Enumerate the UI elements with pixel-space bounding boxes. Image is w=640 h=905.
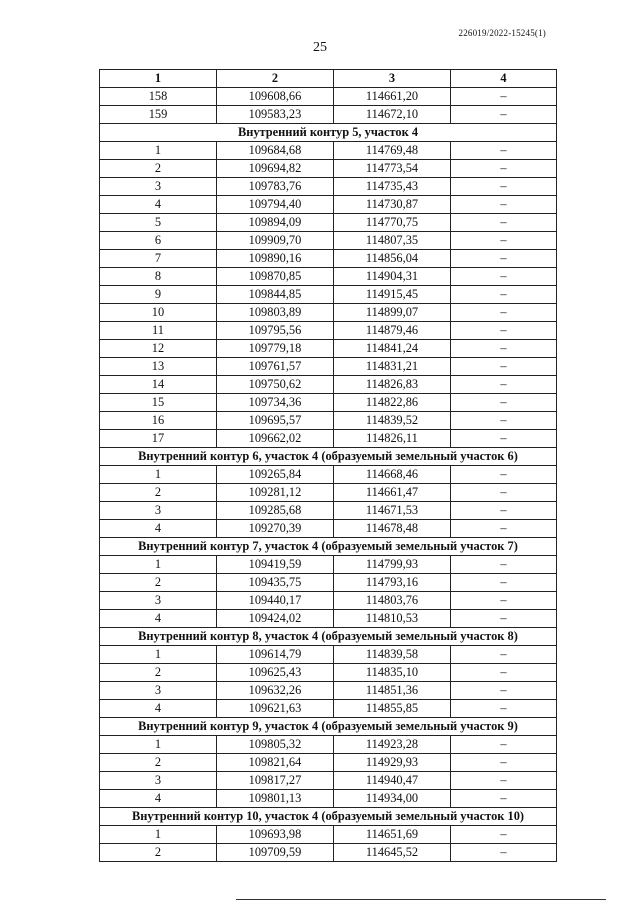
y-coordinate-cell: 114769,48 (334, 142, 451, 160)
point-number-cell: 9 (100, 286, 217, 304)
note-cell: – (451, 556, 557, 574)
note-cell: – (451, 610, 557, 628)
point-number-cell: 17 (100, 430, 217, 448)
point-number-cell: 1 (100, 646, 217, 664)
note-cell: – (451, 682, 557, 700)
point-number-cell: 2 (100, 664, 217, 682)
note-cell: – (451, 322, 557, 340)
y-coordinate-cell: 114841,24 (334, 340, 451, 358)
y-coordinate-cell: 114661,47 (334, 484, 451, 502)
y-coordinate-cell: 114803,76 (334, 592, 451, 610)
x-coordinate-cell: 109270,39 (217, 520, 334, 538)
table-row (100, 592, 557, 610)
table-row (100, 736, 557, 754)
y-coordinate-cell: 114934,00 (334, 790, 451, 808)
table-body (100, 88, 557, 862)
table-row (100, 790, 557, 808)
x-coordinate-cell: 109583,23 (217, 106, 334, 124)
column-header-4: 4 (451, 70, 557, 88)
y-coordinate-cell: 114879,46 (334, 322, 451, 340)
document-number: 226019/2022-15245(1) (458, 28, 546, 38)
point-number-cell: 159 (100, 106, 217, 124)
note-cell: – (451, 106, 557, 124)
point-number-cell: 7 (100, 250, 217, 268)
section-title: Внутренний контур 5, участок 4 (100, 124, 557, 142)
x-coordinate-cell: 109632,26 (217, 682, 334, 700)
note-cell: – (451, 196, 557, 214)
x-coordinate-cell: 109285,68 (217, 502, 334, 520)
note-cell: – (451, 664, 557, 682)
section-header-row (100, 124, 557, 142)
table-row (100, 160, 557, 178)
page-number: 25 (313, 40, 327, 55)
x-coordinate-cell: 109894,09 (217, 214, 334, 232)
table-row (100, 772, 557, 790)
table-row (100, 268, 557, 286)
table-row (100, 646, 557, 664)
x-coordinate-cell: 109281,12 (217, 484, 334, 502)
section-header-row (100, 538, 557, 556)
table-row (100, 106, 557, 124)
note-cell: – (451, 286, 557, 304)
y-coordinate-cell: 114810,53 (334, 610, 451, 628)
x-coordinate-cell: 109435,75 (217, 574, 334, 592)
x-coordinate-cell: 109870,85 (217, 268, 334, 286)
table-row (100, 574, 557, 592)
section-header-row (100, 628, 557, 646)
point-number-cell: 11 (100, 322, 217, 340)
note-cell: – (451, 574, 557, 592)
note-cell: – (451, 592, 557, 610)
table-row (100, 142, 557, 160)
table-row (100, 466, 557, 484)
y-coordinate-cell: 114735,43 (334, 178, 451, 196)
y-coordinate-cell: 114851,36 (334, 682, 451, 700)
y-coordinate-cell: 114904,31 (334, 268, 451, 286)
y-coordinate-cell: 114671,53 (334, 502, 451, 520)
note-cell: – (451, 88, 557, 106)
x-coordinate-cell: 109265,84 (217, 466, 334, 484)
table-row (100, 196, 557, 214)
x-coordinate-cell: 109621,63 (217, 700, 334, 718)
x-coordinate-cell: 109608,66 (217, 88, 334, 106)
table-row (100, 826, 557, 844)
point-number-cell: 4 (100, 610, 217, 628)
y-coordinate-cell: 114822,86 (334, 394, 451, 412)
y-coordinate-cell: 114826,11 (334, 430, 451, 448)
x-coordinate-cell: 109440,17 (217, 592, 334, 610)
x-coordinate-cell: 109693,98 (217, 826, 334, 844)
section-title: Внутренний контур 8, участок 4 (образуемый земельный участок 8) (100, 628, 557, 646)
column-header-3: 3 (334, 70, 451, 88)
note-cell: – (451, 826, 557, 844)
note-cell: – (451, 412, 557, 430)
section-title: Внутренний контур 7, участок 4 (образуемый земельный участок 7) (100, 538, 557, 556)
note-cell: – (451, 376, 557, 394)
x-coordinate-cell: 109709,59 (217, 844, 334, 862)
table-row (100, 682, 557, 700)
note-cell: – (451, 160, 557, 178)
table-row (100, 88, 557, 106)
note-cell: – (451, 844, 557, 862)
y-coordinate-cell: 114826,83 (334, 376, 451, 394)
point-number-cell: 1 (100, 142, 217, 160)
table-row (100, 664, 557, 682)
y-coordinate-cell: 114923,28 (334, 736, 451, 754)
note-cell: – (451, 394, 557, 412)
point-number-cell: 3 (100, 178, 217, 196)
x-coordinate-cell: 109890,16 (217, 250, 334, 268)
note-cell: – (451, 700, 557, 718)
note-cell: – (451, 178, 557, 196)
table-row (100, 430, 557, 448)
table-row (100, 412, 557, 430)
point-number-cell: 4 (100, 790, 217, 808)
y-coordinate-cell: 114730,87 (334, 196, 451, 214)
point-number-cell: 4 (100, 520, 217, 538)
table-row (100, 556, 557, 574)
x-coordinate-cell: 109805,32 (217, 736, 334, 754)
point-number-cell: 158 (100, 88, 217, 106)
x-coordinate-cell: 109803,89 (217, 304, 334, 322)
table-row (100, 502, 557, 520)
y-coordinate-cell: 114899,07 (334, 304, 451, 322)
y-coordinate-cell: 114672,10 (334, 106, 451, 124)
point-number-cell: 1 (100, 466, 217, 484)
x-coordinate-cell: 109750,62 (217, 376, 334, 394)
x-coordinate-cell: 109424,02 (217, 610, 334, 628)
y-coordinate-cell: 114645,52 (334, 844, 451, 862)
table-row (100, 520, 557, 538)
x-coordinate-cell: 109817,27 (217, 772, 334, 790)
y-coordinate-cell: 114793,16 (334, 574, 451, 592)
table-row (100, 304, 557, 322)
table-row (100, 250, 557, 268)
point-number-cell: 12 (100, 340, 217, 358)
note-cell: – (451, 790, 557, 808)
y-coordinate-cell: 114856,04 (334, 250, 451, 268)
point-number-cell: 13 (100, 358, 217, 376)
table-row (100, 232, 557, 250)
note-cell: – (451, 502, 557, 520)
y-coordinate-cell: 114929,93 (334, 754, 451, 772)
section-header-row (100, 718, 557, 736)
point-number-cell: 16 (100, 412, 217, 430)
point-number-cell: 15 (100, 394, 217, 412)
section-title: Внутренний контур 10, участок 4 (образуемый земельный участок 10) (100, 808, 557, 826)
y-coordinate-cell: 114915,45 (334, 286, 451, 304)
note-cell: – (451, 250, 557, 268)
table-row (100, 358, 557, 376)
table-row (100, 340, 557, 358)
note-cell: – (451, 358, 557, 376)
note-cell: – (451, 232, 557, 250)
table-header-row (100, 70, 557, 88)
x-coordinate-cell: 109662,02 (217, 430, 334, 448)
column-header-2: 2 (217, 70, 334, 88)
x-coordinate-cell: 109761,57 (217, 358, 334, 376)
point-number-cell: 6 (100, 232, 217, 250)
x-coordinate-cell: 109695,57 (217, 412, 334, 430)
point-number-cell: 2 (100, 484, 217, 502)
point-number-cell: 1 (100, 556, 217, 574)
note-cell: – (451, 646, 557, 664)
x-coordinate-cell: 109734,36 (217, 394, 334, 412)
point-number-cell: 14 (100, 376, 217, 394)
note-cell: – (451, 466, 557, 484)
x-coordinate-cell: 109625,43 (217, 664, 334, 682)
table-row (100, 286, 557, 304)
point-number-cell: 3 (100, 502, 217, 520)
note-cell: – (451, 304, 557, 322)
y-coordinate-cell: 114807,35 (334, 232, 451, 250)
x-coordinate-cell: 109614,79 (217, 646, 334, 664)
table-row (100, 484, 557, 502)
x-coordinate-cell: 109694,82 (217, 160, 334, 178)
x-coordinate-cell: 109779,18 (217, 340, 334, 358)
column-header-1: 1 (100, 70, 217, 88)
x-coordinate-cell: 109783,76 (217, 178, 334, 196)
point-number-cell: 4 (100, 700, 217, 718)
table-row (100, 178, 557, 196)
section-header-row (100, 448, 557, 466)
x-coordinate-cell: 109801,13 (217, 790, 334, 808)
x-coordinate-cell: 109821,64 (217, 754, 334, 772)
point-number-cell: 2 (100, 844, 217, 862)
note-cell: – (451, 214, 557, 232)
table-row (100, 844, 557, 862)
note-cell: – (451, 484, 557, 502)
note-cell: – (451, 430, 557, 448)
y-coordinate-cell: 114668,46 (334, 466, 451, 484)
y-coordinate-cell: 114773,54 (334, 160, 451, 178)
table-row (100, 754, 557, 772)
y-coordinate-cell: 114855,85 (334, 700, 451, 718)
y-coordinate-cell: 114651,69 (334, 826, 451, 844)
point-number-cell: 1 (100, 826, 217, 844)
point-number-cell: 1 (100, 736, 217, 754)
table-row (100, 322, 557, 340)
note-cell: – (451, 268, 557, 286)
y-coordinate-cell: 114831,21 (334, 358, 451, 376)
coordinates-table (99, 69, 557, 862)
table-row (100, 214, 557, 232)
note-cell: – (451, 736, 557, 754)
note-cell: – (451, 340, 557, 358)
y-coordinate-cell: 114799,93 (334, 556, 451, 574)
table-row (100, 376, 557, 394)
point-number-cell: 2 (100, 574, 217, 592)
y-coordinate-cell: 114678,48 (334, 520, 451, 538)
point-number-cell: 3 (100, 772, 217, 790)
table-row (100, 394, 557, 412)
point-number-cell: 2 (100, 160, 217, 178)
note-cell: – (451, 754, 557, 772)
table-row (100, 610, 557, 628)
note-cell: – (451, 142, 557, 160)
y-coordinate-cell: 114661,20 (334, 88, 451, 106)
point-number-cell: 5 (100, 214, 217, 232)
y-coordinate-cell: 114770,75 (334, 214, 451, 232)
point-number-cell: 10 (100, 304, 217, 322)
note-cell: – (451, 772, 557, 790)
x-coordinate-cell: 109844,85 (217, 286, 334, 304)
x-coordinate-cell: 109795,56 (217, 322, 334, 340)
y-coordinate-cell: 114839,52 (334, 412, 451, 430)
section-title: Внутренний контур 9, участок 4 (образуемый земельный участок 9) (100, 718, 557, 736)
y-coordinate-cell: 114940,47 (334, 772, 451, 790)
bottom-divider (236, 899, 606, 900)
point-number-cell: 3 (100, 592, 217, 610)
section-title: Внутренний контур 6, участок 4 (образуемый земельный участок 6) (100, 448, 557, 466)
x-coordinate-cell: 109794,40 (217, 196, 334, 214)
y-coordinate-cell: 114835,10 (334, 664, 451, 682)
point-number-cell: 8 (100, 268, 217, 286)
x-coordinate-cell: 109909,70 (217, 232, 334, 250)
note-cell: – (451, 520, 557, 538)
point-number-cell: 3 (100, 682, 217, 700)
x-coordinate-cell: 109684,68 (217, 142, 334, 160)
section-header-row (100, 808, 557, 826)
table-row (100, 700, 557, 718)
point-number-cell: 2 (100, 754, 217, 772)
y-coordinate-cell: 114839,58 (334, 646, 451, 664)
point-number-cell: 4 (100, 196, 217, 214)
x-coordinate-cell: 109419,59 (217, 556, 334, 574)
